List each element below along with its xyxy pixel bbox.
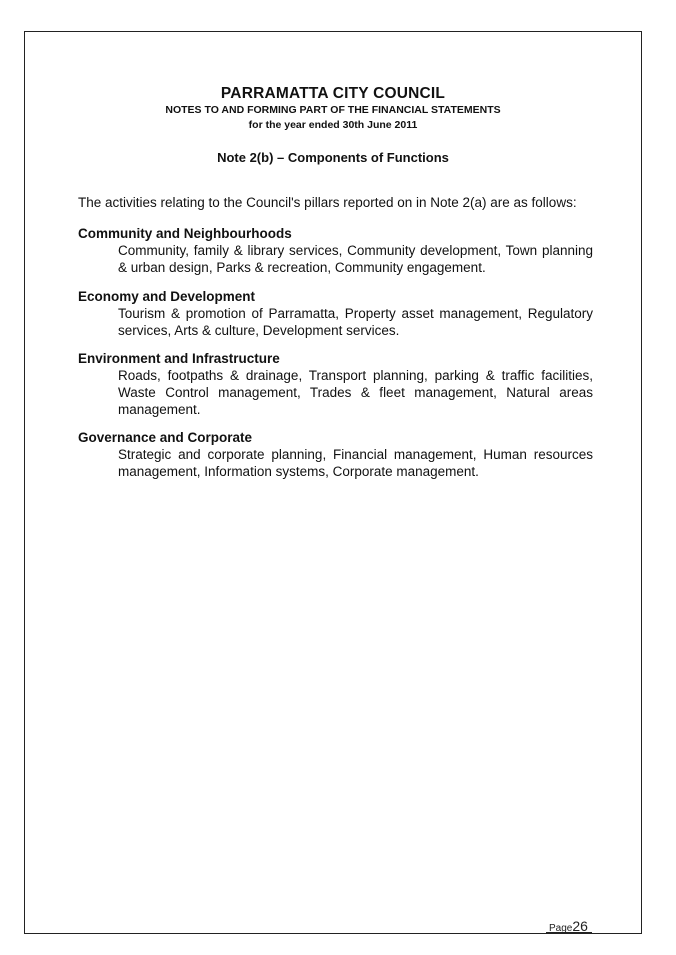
section-community-and-neighbourhoods [78,225,593,276]
section-body: Strategic and corporate planning, Financial management, Human resources management, Information systems, Corporate management. [118,447,593,479]
page-label: Page [549,923,573,934]
section-governance-and-corporate [78,429,593,480]
section-body: Tourism & promotion of Parramatta, Property asset management, Regulatory services, Arts & culture, Development services. [118,306,593,338]
section-heading: Economy and Development [78,289,256,304]
section-body: Community, family & library services, Community development, Town planning & urban design, Parks & recreation, Community engagement. [118,243,593,275]
section-environment-and-infrastructure [78,350,593,418]
section-body: Roads, footpaths & drainage, Transport planning, parking & traffic facilities, Waste Control management, Trades & fleet management, Natural areas management. [118,368,593,417]
section-heading: Community and Neighbourhoods [78,226,292,241]
page-border [24,31,642,934]
reporting-period: for the year ended 30th June 2011 [248,119,418,131]
footer-rule [546,932,592,933]
intro-paragraph: The activities relating to the Council's pillars reported on in Note 2(a) are as follows: [78,195,577,210]
page-number: 26 [572,918,588,934]
section-heading: Governance and Corporate [78,430,253,445]
document-subtitle: NOTES TO AND FORMING PART OF THE FINANCIAL STATEMENTS [165,104,501,116]
section-heading: Environment and Infrastructure [78,351,280,366]
section-economy-and-development [78,288,593,339]
page-title: PARRAMATTA CITY COUNCIL [220,85,446,102]
note-title: Note 2(b) – Components of Functions [217,150,449,165]
